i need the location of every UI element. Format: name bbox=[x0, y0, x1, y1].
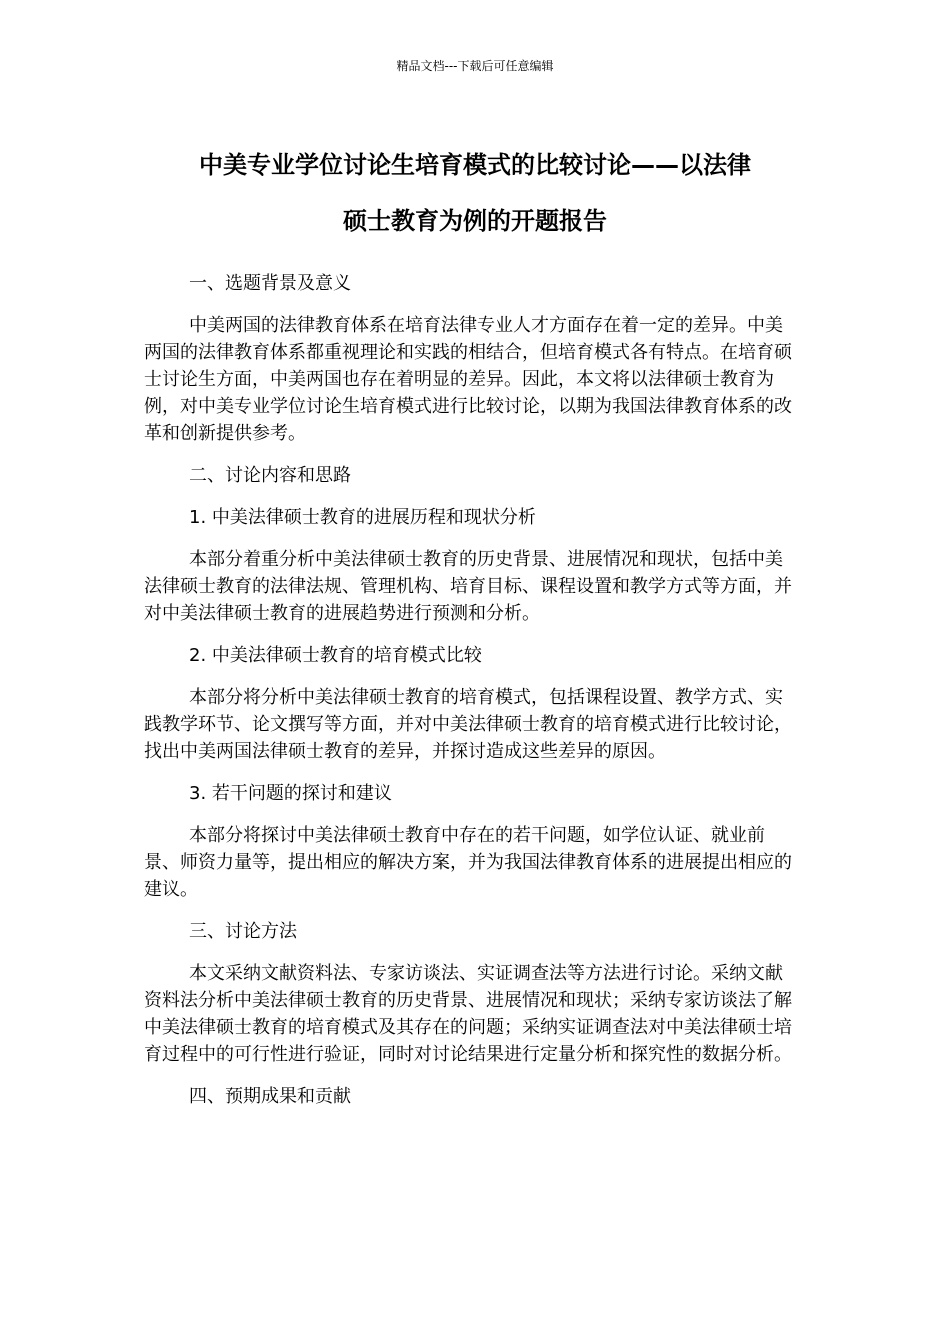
paragraph-methods: 本文采纳文献资料法、专家访谈法、实证调查法等方法进行讨论。采纳文献资料法分析中美法律硕士教育的历史背景、进展情况和现状；采纳专家访谈法了解中美法律硕士教育的培育模式及其存在的问题；采纳实证调查法对中美法律硕士培育过程中的可行性进行验证，同时对讨论结果进行定量分析和探究性的数据分析。 bbox=[144, 963, 792, 1065]
title-line-2: 硕士教育为例的开题报告 bbox=[343, 207, 607, 235]
section-heading-background: 一、选题背景及意义 bbox=[189, 273, 351, 294]
subheading-history: 1. 中美法律硕士教育的进展历程和现状分析 bbox=[189, 507, 536, 528]
paragraph-issues: 本部分将探讨中美法律硕士教育中存在的若干问题，如学位认证、就业前景、师资力量等，提出相应的解决方案，并为我国法律教育体系的进展提出相应的建议。 bbox=[144, 825, 792, 900]
paragraph-background: 中美两国的法律教育体系在培育法律专业人才方面存在着一定的差异。中美两国的法律教育体系都重视理论和实践的相结合，但培育模式各有特点。在培育硕士讨论生方面，中美两国也存在着明显的差异。因此，本文将以法律硕士教育为例，对中美专业学位讨论生培育模式进行比较讨论，以期为我国法律教育体系的改革和创新提供参考。 bbox=[144, 315, 792, 444]
document-body bbox=[144, 270, 792, 1125]
title-line-1: 中美专业学位讨论生培育模式的比较讨论——以法律 bbox=[199, 151, 751, 179]
paragraph-history: 本部分着重分析中美法律硕士教育的历史背景、进展情况和现状，包括中美法律硕士教育的法律法规、管理机构、培育目标、课程设置和教学方式等方面，并对中美法律硕士教育的进展趋势进行预测和分析。 bbox=[144, 549, 792, 624]
subheading-issues: 3. 若干问题的探讨和建议 bbox=[189, 783, 392, 804]
section-heading-methods: 三、讨论方法 bbox=[189, 921, 297, 942]
section-heading-outcomes: 四、预期成果和贡献 bbox=[189, 1086, 351, 1107]
subheading-model-comparison: 2. 中美法律硕士教育的培育模式比较 bbox=[189, 645, 482, 666]
page-header: 精品文档---下载后可任意编辑 bbox=[396, 59, 554, 73]
paragraph-model-comparison: 本部分将分析中美法律硕士教育的培育模式，包括课程设置、教学方式、实践教学环节、论文撰写等方面，并对中美法律硕士教育的培育模式进行比较讨论，找出中美两国法律硕士教育的差异，并探讨造成这些差异的原因。 bbox=[144, 687, 792, 762]
section-heading-content: 二、讨论内容和思路 bbox=[189, 465, 351, 486]
document-title bbox=[135, 137, 815, 249]
